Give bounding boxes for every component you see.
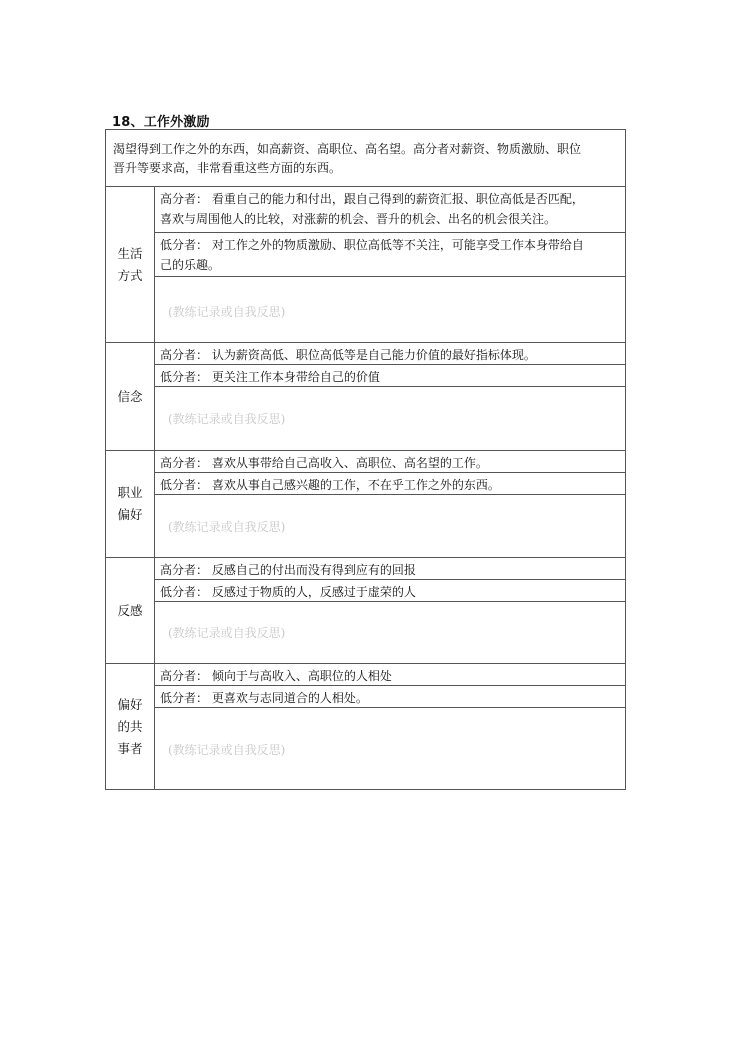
low-scorer-text: 低分者： 反感过于物质的人，反感过于虚荣的人 bbox=[160, 585, 416, 599]
high-scorer-text: 高分者： 看重自己的能力和付出，跟自己得到的薪资汇报、职位高低是否匹配， bbox=[160, 192, 584, 206]
row-label-line: 职业 bbox=[117, 485, 143, 500]
row-label-line: 偏好 bbox=[117, 507, 143, 522]
motivation-table bbox=[105, 129, 626, 790]
section-title: 18、工作外激励 bbox=[112, 115, 210, 130]
row-label-line: 信念 bbox=[117, 388, 143, 404]
intro-description bbox=[106, 130, 625, 187]
row-label-line: 的共 bbox=[117, 718, 143, 734]
high-scorer-text: 高分者： 认为薪资高低、职位高低等是自己能力价值的最好指标体现。 bbox=[160, 348, 536, 362]
section-career-preference bbox=[106, 451, 625, 558]
note-placeholder[interactable]: (教练记录或自我反思) bbox=[168, 520, 286, 534]
note-placeholder[interactable]: (教练记录或自我反思) bbox=[168, 412, 286, 426]
row-label-line: 事者 bbox=[117, 740, 143, 756]
row-label bbox=[106, 187, 155, 342]
low-scorer-row bbox=[154, 233, 625, 277]
high-scorer-row bbox=[154, 187, 625, 233]
note-placeholder[interactable]: (教练记录或自我反思) bbox=[168, 305, 286, 319]
row-label-line: 方式 bbox=[117, 267, 143, 283]
row-label bbox=[106, 558, 155, 663]
row-label-line: 偏好 bbox=[117, 696, 143, 712]
high-scorer-row bbox=[154, 558, 625, 580]
high-scorer-row bbox=[154, 664, 625, 686]
high-scorer-row bbox=[154, 343, 625, 365]
low-scorer-row bbox=[154, 580, 625, 602]
high-scorer-row bbox=[154, 451, 625, 473]
section-lifestyle bbox=[106, 187, 625, 343]
low-scorer-text: 低分者： 更喜欢与志同道合的人相处。 bbox=[160, 691, 368, 705]
intro-line: 渴望得到工作之外的东西，如高薪资、高职位、高名望。高分者对薪资、物质激励、职位 bbox=[113, 142, 582, 156]
row-label bbox=[106, 664, 155, 789]
section-dislikes bbox=[106, 558, 625, 664]
low-scorer-row bbox=[154, 473, 625, 495]
note-placeholder[interactable]: (教练记录或自我反思) bbox=[168, 626, 286, 640]
section-preferred-coworkers bbox=[106, 664, 625, 789]
row-label bbox=[106, 451, 155, 557]
note-placeholder[interactable]: (教练记录或自我反思) bbox=[168, 743, 286, 757]
intro-line: 晋升等要求高，非常看重这些方面的东西。 bbox=[113, 161, 342, 175]
row-label bbox=[106, 343, 155, 450]
low-scorer-text: 己的乐趣。 bbox=[160, 258, 221, 272]
low-scorer-text: 低分者： 对工作之外的物质激励、职位高低等不关注，可能享受工作本身带给自 bbox=[160, 238, 584, 252]
row-label-line: 反感 bbox=[117, 602, 143, 618]
high-scorer-text: 喜欢与周围他人的比较，对涨薪的机会、晋升的机会、出名的机会很关注。 bbox=[160, 212, 557, 226]
low-scorer-row bbox=[154, 686, 625, 708]
high-scorer-text: 高分者： 倾向于与高收入、高职位的人相处 bbox=[160, 669, 392, 683]
high-scorer-text: 高分者： 反感自己的付出而没有得到应有的回报 bbox=[160, 563, 416, 577]
section-beliefs bbox=[106, 343, 625, 451]
low-scorer-text: 低分者： 更关注工作本身带给自己的价值 bbox=[160, 370, 380, 384]
low-scorer-text: 低分者： 喜欢从事自己感兴趣的工作，不在乎工作之外的东西。 bbox=[160, 478, 500, 492]
high-scorer-text: 高分者： 喜欢从事带给自己高收入、高职位、高名望的工作。 bbox=[160, 456, 488, 470]
low-scorer-row bbox=[154, 365, 625, 387]
row-label-line: 生活 bbox=[117, 245, 143, 261]
